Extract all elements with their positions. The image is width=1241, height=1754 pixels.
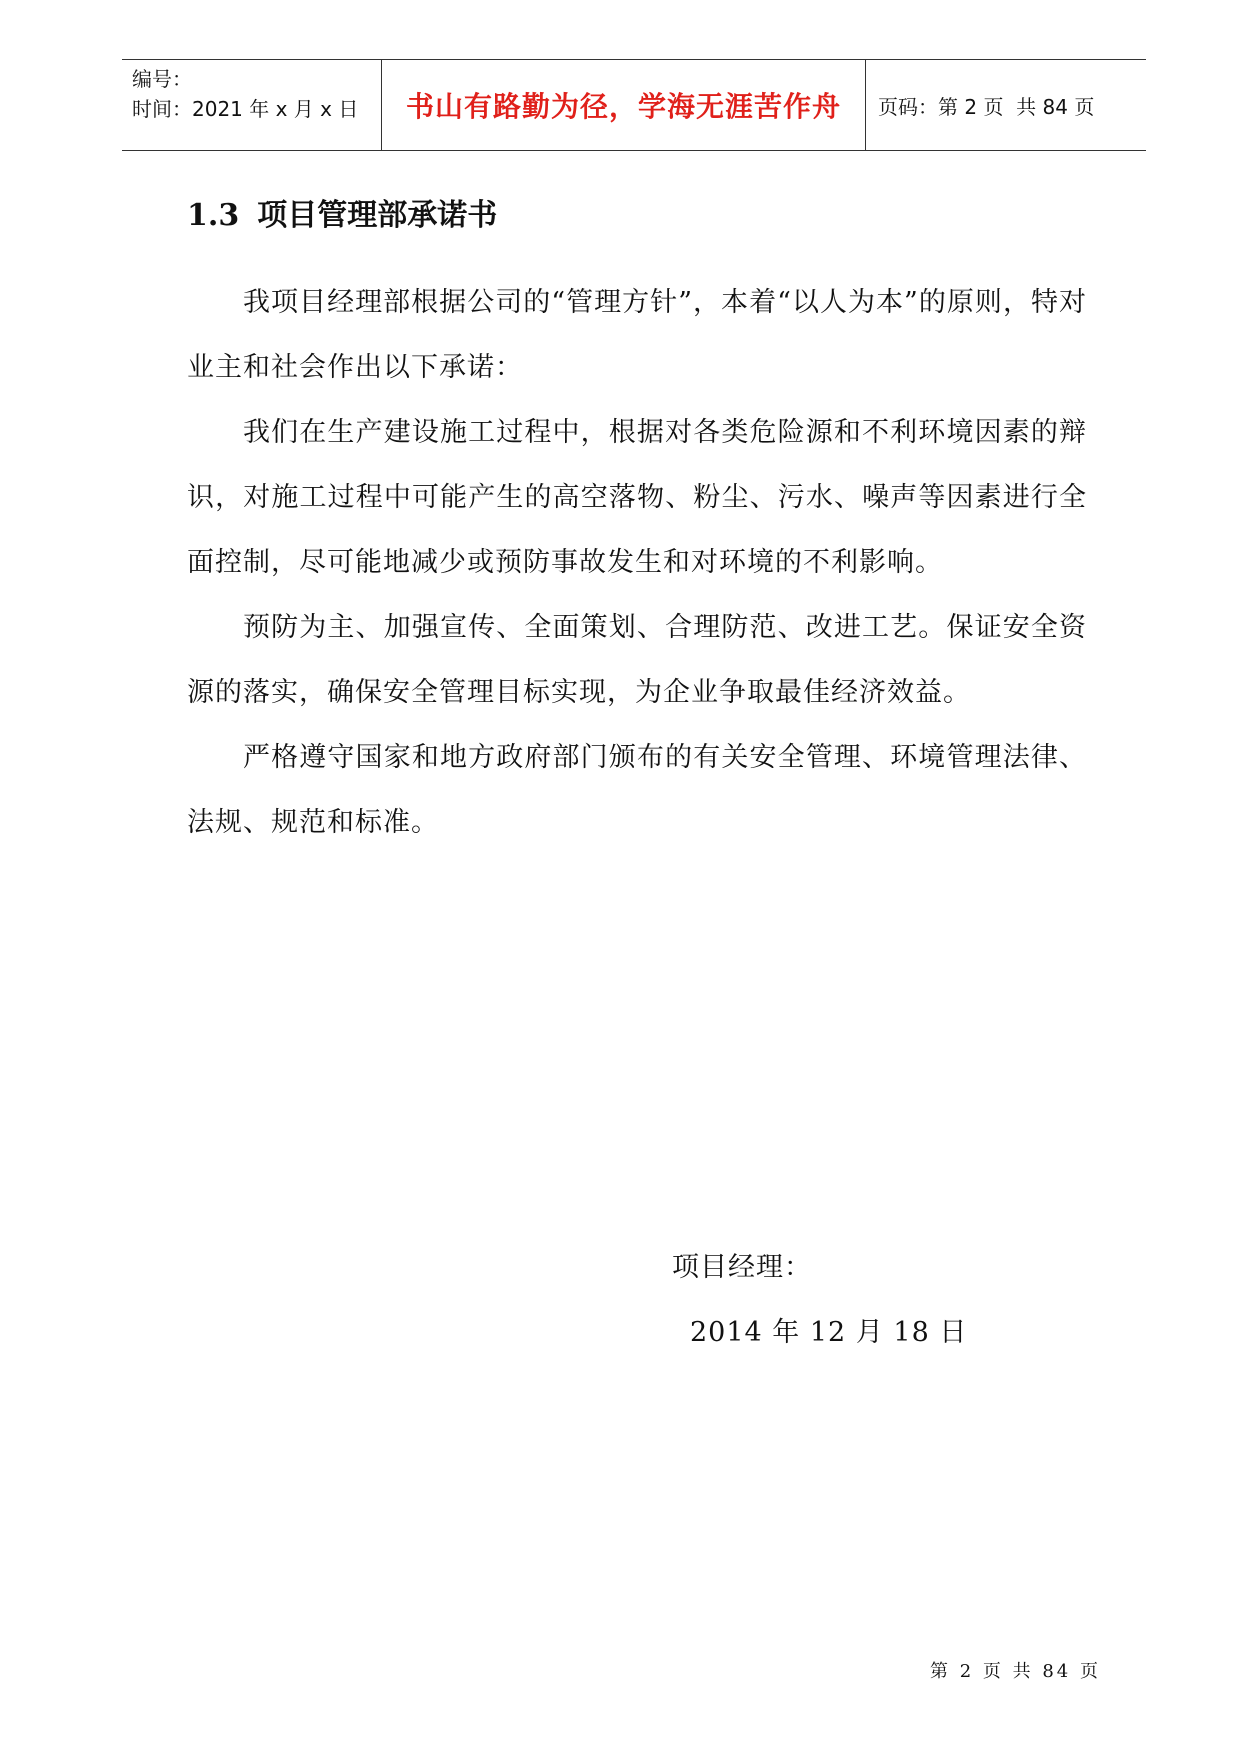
section-heading	[187, 190, 497, 234]
header-number-label: 编号：	[132, 67, 192, 91]
document-body	[187, 270, 1087, 855]
header-motto: 书山有路勤为径，学海无涯苦作舟	[382, 60, 866, 150]
page-footer: 第 2 页 共 84 页	[930, 1661, 1101, 1682]
paragraph: 严格遵守国家和地方政府部门颁布的有关安全管理、环境管理法律、法规、规范和标准。	[187, 742, 1087, 838]
header-page-label: 页码：第 2 页 共 84 页	[878, 94, 1095, 119]
header-time-label: 时间：2021 年 x 月 x 日	[132, 97, 359, 121]
signature-label: 项目经理：	[672, 1252, 812, 1283]
paragraph: 我们在生产建设施工过程中，根据对各类危险源和不利环境因素的辩识，对施工过程中可能产生的高空落物、粉尘、污水、噪声等因素进行全面控制，尽可能地减少或预防事故发生和对环境的不利影响。	[187, 417, 1087, 578]
paragraph: 我项目经理部根据公司的“管理方针”，本着“以人为本”的原则，特对业主和社会作出以下承诺：	[187, 287, 1087, 383]
section-number: 1.3	[187, 198, 240, 233]
page-header	[122, 59, 1146, 151]
section-title: 项目管理部承诺书	[257, 198, 498, 233]
paragraph: 预防为主、加强宣传、全面策划、合理防范、改进工艺。保证安全资源的落实，确保安全管理目标实现，为企业争取最佳经济效益。	[187, 612, 1087, 708]
signature-date: 2014 年 12 月 18 日	[690, 1317, 968, 1348]
header-page-info	[866, 60, 1146, 150]
header-meta	[122, 60, 382, 150]
